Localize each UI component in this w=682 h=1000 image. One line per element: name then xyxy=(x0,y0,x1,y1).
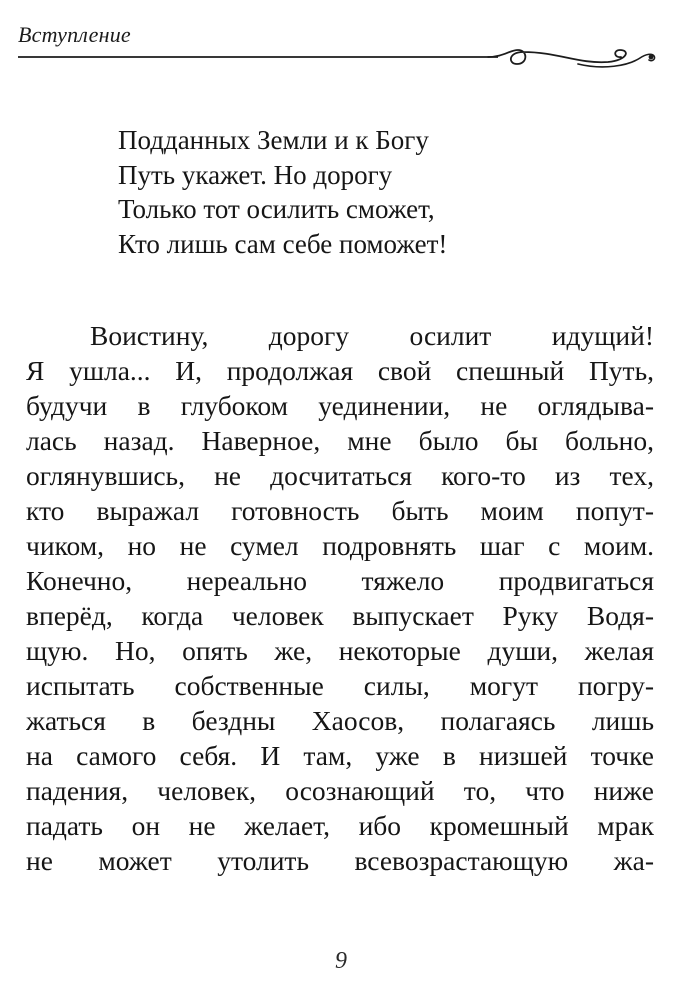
body-line: Я ушла... И, продолжая свой спешный Путь, xyxy=(26,355,654,386)
body-line: падать он не желает, ибо кромешный мрак xyxy=(26,810,654,841)
body-line: щую. Но, опять же, некоторые души, желая xyxy=(26,635,654,666)
body-line: будучи в глубоком уединении, не оглядыва- xyxy=(26,390,654,421)
verse-line: Подданных Земли и к Богу xyxy=(118,125,429,155)
body-line: лась назад. Наверное, мне было бы больно, xyxy=(26,425,654,456)
body-line: Воистину, дорогу осилит идущий! xyxy=(90,320,654,351)
flourish-rule-icon xyxy=(18,44,668,78)
body-paragraph xyxy=(26,318,654,878)
verse-stanza xyxy=(118,123,618,261)
body-line: жаться в бездны Хаосов, полагаясь лишь xyxy=(26,705,654,736)
body-line: чиком, но не сумел подровнять шаг с моим. xyxy=(26,530,654,561)
running-header-title: Вступление xyxy=(18,22,131,47)
page-number: 9 xyxy=(335,948,347,974)
verse-line: Только тот осилить сможет, xyxy=(118,194,435,224)
body-line: на самого себя. И там, уже в низшей точке xyxy=(26,740,654,771)
body-line: падения, человек, осознающий то, что ниже xyxy=(26,775,654,806)
body-line: вперёд, когда человек выпускает Руку Водя- xyxy=(26,600,654,631)
body-line: оглянувшись, не досчитаться кого-то из тех, xyxy=(26,460,654,491)
body-line: не может утолить всевозрастающую жа- xyxy=(26,845,654,876)
verse-line: Кто лишь сам себе поможет! xyxy=(118,228,448,259)
verse-line: Путь укажет. Но дорогу xyxy=(118,159,393,190)
body-line: испытать собственные силы, могут погру- xyxy=(26,670,654,701)
body-line: Конечно, нереально тяжело продвигаться xyxy=(26,565,654,596)
body-line: кто выражал готовность быть моим попут- xyxy=(26,495,654,526)
